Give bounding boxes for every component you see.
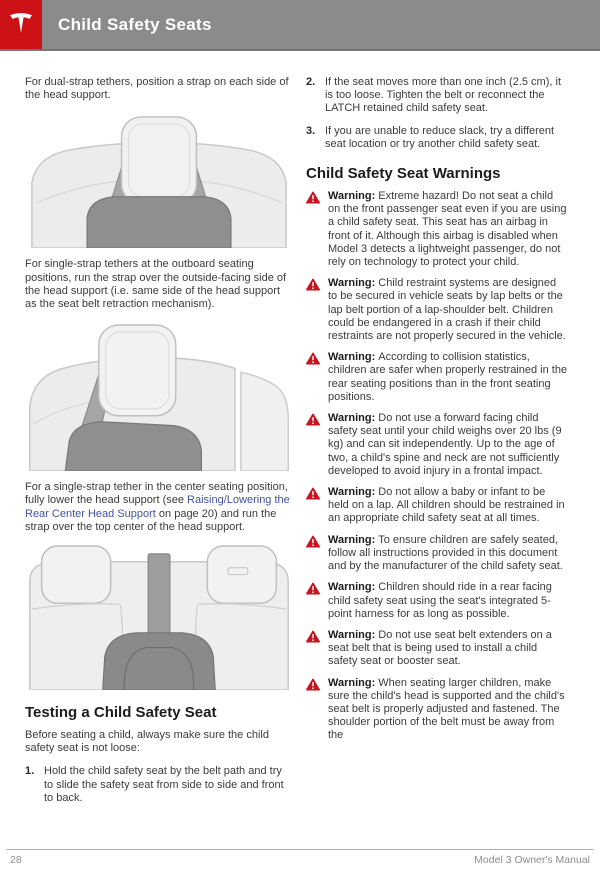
warning-text [328, 412, 568, 478]
warning-text [328, 677, 568, 743]
warning-triangle-icon [306, 277, 328, 343]
warning-label: Warning: [328, 277, 376, 290]
warning-body: Extreme hazard! Do not seat a child on the front passenger seat even if you are using a child safety seat. This seat has an airbag in front of it. Although this airbag is disabled when Model 3 detects a lightweight passenger, do not rely on technology to protect your child. [328, 190, 567, 269]
warnings-heading: Child Safety Seat Warnings [306, 165, 501, 183]
warning-item [306, 412, 568, 478]
warning-text [328, 190, 568, 269]
center-tether-paragraph [25, 481, 293, 534]
step-item [306, 76, 568, 116]
warning-item [306, 581, 568, 621]
warning-text [328, 534, 568, 574]
step-item [306, 125, 568, 151]
warning-body: Do not use a forward facing child safety seat until your child weighs over 20 lbs (9 kg) and can sit independently. Up to the age of two, a child's spine and neck are not sufficiently developed to avoid injury in a frontal impact. [328, 412, 562, 477]
warning-item [306, 534, 568, 574]
warning-text [328, 629, 568, 669]
warning-body: To ensure children are safely seated, follow all instructions provided in this document and by the manufacturer of the child safety seat. [328, 533, 563, 573]
tesla-logo-icon [8, 9, 34, 40]
dual-strap-paragraph: For dual-strap tethers, position a strap on each side of the head support. [25, 76, 289, 102]
warning-label: Warning: [328, 486, 376, 499]
warning-triangle-icon [306, 190, 328, 269]
warning-body: Do not allow a baby or infant to be held on a lap. All children should be restrained in an appropriate child safety seat at all times. [328, 486, 565, 525]
step-number: 3. [306, 124, 316, 137]
testing-intro: Before seating a child, always make sure the child safety seat is not loose: [25, 729, 269, 755]
warning-label: Warning: [328, 412, 376, 425]
step-number: 2. [306, 76, 316, 88]
page-number: 28 [10, 854, 22, 866]
step-text: If the seat moves more than one inch (2.5 cm), it is too loose. Tighten the belt or reconnect the LATCH retained child safety seat. [325, 76, 561, 115]
step-number: 1. [25, 765, 35, 778]
page-content [0, 51, 600, 814]
center-strap-tether-illustration [25, 544, 293, 690]
warning-item [306, 629, 568, 669]
warning-text [328, 581, 568, 621]
warning-text [328, 277, 568, 343]
step-text: If you are unable to reduce slack, try a different seat location or try another child safety seat. [325, 124, 555, 150]
step-item [25, 765, 293, 805]
warning-label: Warning: [328, 190, 376, 203]
warning-label: Warning: [328, 628, 376, 641]
footer [6, 849, 594, 866]
head-support-link[interactable]: Raising/Lowering the Rear Center Head Support [25, 494, 290, 520]
warning-item [306, 190, 568, 269]
warning-text [328, 486, 568, 526]
header-bar [0, 0, 600, 51]
warning-item [306, 486, 568, 526]
warning-triangle-icon [306, 534, 328, 574]
warning-item [306, 351, 568, 404]
warning-item [306, 277, 568, 343]
warning-triangle-icon [306, 629, 328, 669]
warning-body: Do not use seat belt extenders on a seat belt that is being used to install a child safety seat or booster seat. [328, 628, 552, 668]
right-column [306, 76, 568, 814]
tesla-logo-box [0, 0, 42, 49]
warning-triangle-icon [306, 412, 328, 478]
warning-label: Warning: [328, 676, 376, 689]
single-strap-tether-illustration [25, 321, 293, 471]
testing-heading: Testing a Child Safety Seat [25, 704, 217, 722]
warning-triangle-icon [306, 351, 328, 404]
step-text: Hold the child safety seat by the belt path and try to slide the safety seat from side to side and front to back. [44, 765, 284, 804]
warning-text [328, 351, 568, 404]
warning-label: Warning: [328, 351, 376, 364]
single-strap-paragraph: For single-strap tethers at the outboard seating positions, run the strap over the outside-facing side of the head support (i.e. same side of the head support as the seat belt retraction mechanism). [25, 258, 287, 311]
center-tether-text-after: on page 20) and run the strap over the top center of the head support. [25, 507, 277, 533]
warning-triangle-icon [306, 677, 328, 743]
left-column [25, 76, 293, 814]
warning-body: Children should ride in a rear facing child safety seat using the seat's integrated 5-point harness for as long as possible. [328, 581, 552, 620]
warning-triangle-icon [306, 486, 328, 526]
warning-body: Child restraint systems are designed to be secured in vehicle seats by lap belts or the lap belt portion of a lap-shoulder belt. Children could be endangered in a crash if their child restraints are not properly secured in the vehicle. [328, 277, 566, 343]
warning-body: When seating larger children, make sure the child's head is supported and the child's seat belt is properly adjusted and fastened. The shoulder portion of the belt must be away from the [328, 676, 565, 742]
warning-label: Warning: [328, 533, 376, 546]
warning-item [306, 677, 568, 743]
warning-triangle-icon [306, 581, 328, 621]
page-title: Child Safety Seats [58, 14, 212, 34]
manual-title: Model 3 Owner's Manual [474, 854, 590, 866]
warning-label: Warning: [328, 581, 376, 594]
dual-strap-tether-illustration [25, 112, 293, 248]
center-tether-text-before: For a single-strap tether in the center seating position, fully lower the head support (see [25, 481, 288, 507]
warning-body: According to collision statistics, children are safer when properly restrained in the rear seating positions than in the front seating positions. [328, 351, 568, 403]
